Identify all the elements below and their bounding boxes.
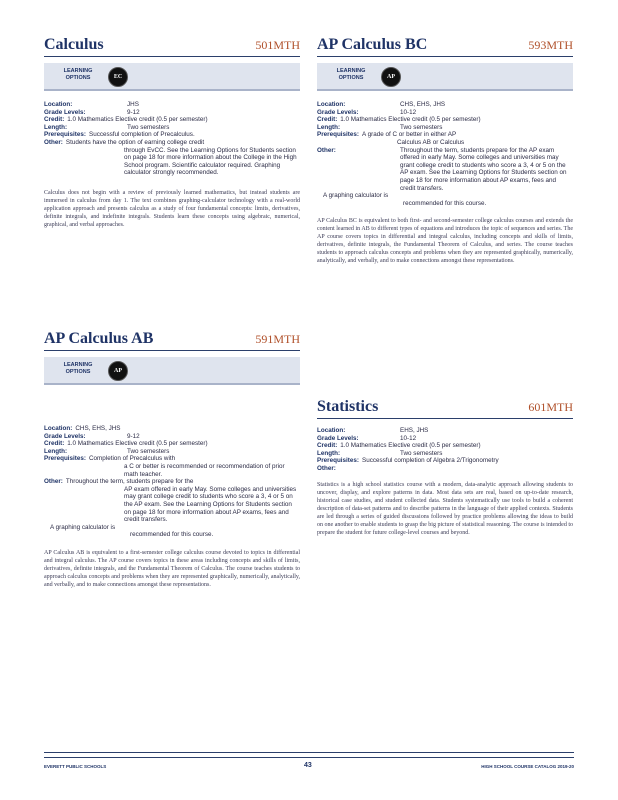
college-credit-icon: EC [108, 67, 128, 87]
course-info [44, 101, 300, 177]
other-value-2: through EvCC. See the Learning Options for Students section on page 18 for more information about the College in the High School program. Scientific calculator required. Graphing calculator strongly recommended. [124, 146, 297, 177]
credit-value: 1.0 Mathematics Elective credit (0.5 per semester) [67, 440, 208, 448]
course-code: 593MTH [528, 38, 573, 52]
location-label: Location: [44, 101, 73, 108]
graphing-calculator-text: A graphing calculator is [323, 192, 389, 200]
learning-options-label: LEARNING OPTIONS [63, 68, 93, 81]
grade-label: Grade Levels: [44, 108, 86, 116]
learning-options-label: LEARNING OPTIONS [336, 68, 366, 81]
other-label: Other: [317, 464, 336, 472]
other-value-1: Students have the option of earning college credit [65, 138, 205, 146]
recommended-text: recommended for this course. [403, 199, 487, 207]
credit-label: Credit: [317, 442, 338, 450]
grade-label: Grade Levels: [317, 434, 359, 442]
graphing-calculator-note [44, 524, 300, 539]
course-title: Statistics [317, 398, 379, 415]
credit-value: 1.0 Mathematics Elective credit (0.5 per semester) [340, 116, 481, 124]
grade-value: 9-12 [127, 432, 140, 440]
course-title: Calculus [44, 36, 104, 53]
other-label: Other: [44, 478, 63, 486]
course-header [317, 396, 573, 419]
location-label: Location: [317, 101, 346, 108]
ap-icon: AP [108, 361, 128, 381]
course-calculus [44, 34, 300, 229]
course-ap-calculus-ab [44, 328, 300, 589]
learning-options-box [44, 63, 300, 91]
course-info [317, 101, 573, 207]
other-value: Throughout the term, students prepare for the AP exam offered in early May. Some colleges and universities may grant college credit to students who score a 3, 4 or 5 on the AP exam. See the Learning Options for Students section on page 18 for more information about AP exams, fees and credit transfers. [400, 146, 567, 192]
course-info [44, 425, 300, 539]
recommended-text: recommended for this course. [130, 531, 214, 539]
footer-catalog: HIGH SCHOOL COURSE CATALOG 2019-20 [481, 764, 574, 769]
prereq-value-2: a C or better is recommended or recommendation of prior math teacher. [124, 462, 285, 478]
graphing-calculator-text: A graphing calculator is [50, 523, 116, 531]
grade-value: 10-12 [400, 108, 417, 116]
length-label: Length: [44, 447, 68, 455]
ap-icon: AP [381, 67, 401, 87]
prereq-value: Successful completion of Precalculus. [89, 131, 195, 139]
credit-label: Credit: [44, 116, 65, 124]
footer-district: EVERETT PUBLIC SCHOOLS [44, 764, 107, 769]
length-label: Length: [317, 123, 341, 131]
course-info [317, 427, 573, 473]
course-ap-calculus-bc [317, 34, 573, 265]
grade-value: 9-12 [127, 108, 140, 116]
credit-label: Credit: [44, 440, 65, 448]
course-header [317, 34, 573, 57]
prereq-label: Prerequisites: [317, 131, 359, 139]
course-description: AP Calculus AB is equivalent to a first-semester college calculus course devoted to topics in differential and integral calculus. The AP course covers topics in these areas including concepts and skills of limits, derivatives, definite integrals, and the Fundamental Theorem of Calculus. The course teaches students to approach calculus concepts and problems when they are represented graphically, numerically, analytically, and verbally, and to make connections amongst these representations. [44, 549, 300, 588]
location-value: CHS, EHS, JHS [400, 101, 446, 108]
other-value-2: AP exam offered in early May. Some colleges and universities may grant college credit to students who score a 3, 4 or 5 on the AP exam. See the Learning Options for Students section on page 18 for more information about AP exams, fees and credit transfers. [124, 485, 297, 524]
length-value: Two semesters [400, 449, 443, 457]
prereq-label: Prerequisites: [317, 457, 359, 465]
location-value: JHS [127, 101, 139, 108]
course-code: 501MTH [255, 38, 300, 52]
location-label: Location: [317, 427, 346, 434]
grade-label: Grade Levels: [317, 108, 359, 116]
length-value: Two semesters [127, 447, 170, 455]
course-statistics [317, 396, 573, 537]
prereq-label: Prerequisites: [44, 131, 86, 139]
graphing-calculator-note [317, 192, 573, 207]
prereq-label: Prerequisites: [44, 455, 86, 463]
other-value-1: Throughout the term, students prepare for the [65, 478, 194, 486]
prereq-value-1: Completion of Precalculus with [89, 455, 176, 463]
course-code: 601MTH [528, 400, 573, 414]
prereq-value-1: A grade of C or better in either AP [362, 131, 457, 139]
course-description: AP Calculus BC is equivalent to both first- and second-semester college calculus courses and extends the content learned in AB to different types of equations and introduces the topic of sequences and series. The AP course covers topics in differential and integral calculus, including concepts and skills of limits, derivatives, definite integrals, the Fundamental Theorem of Calculus, and series. The course teaches students to approach calculus concepts and problems when they are represented graphically, numerically, analytically, and verbally, and to make connections amongst these representations. [317, 218, 573, 265]
location-value: EHS, JHS [400, 427, 429, 434]
grade-value: 10-12 [400, 434, 417, 442]
length-label: Length: [317, 449, 341, 457]
learning-options-box [317, 63, 573, 91]
grade-label: Grade Levels: [44, 432, 86, 440]
other-label: Other: [44, 138, 63, 146]
prereq-value-2: Calculus AB or Calculus [397, 138, 465, 146]
learning-options-label: LEARNING OPTIONS [63, 362, 93, 375]
location-value: CHS, EHS, JHS [75, 425, 121, 432]
course-code: 591MTH [255, 332, 300, 346]
course-title: AP Calculus AB [44, 330, 154, 347]
learning-options-box [44, 357, 300, 385]
credit-value: 1.0 Mathematics Elective credit (0.5 per semester) [67, 116, 208, 124]
credit-value: 1.0 Mathematics Elective credit (0.5 per semester) [340, 442, 481, 450]
length-value: Two semesters [400, 123, 443, 131]
length-value: Two semesters [127, 123, 170, 131]
location-label: Location: [44, 425, 73, 432]
course-description: Statistics is a high school statistics course with a modern, data-analytic approach allowing students to uncover, display, and explore patterns in data. Most data sets are real, based on up-to-date research, historical case studies, and student collected data. Students systematically use tools to build a coherent description of data-set patterns and to describe patterns in the language of their applied contexts. Students are led through a series of guided discussions followed by practice problems allowing the ideas to build on one another to enable students to grasp the big picture of statistical reasoning. The course is intended to prepare the student for future college-level courses and beyond. [317, 481, 573, 536]
course-description: Calculus does not begin with a review of previously learned mathematics, but instead students are immersed in calculus from day 1. The text combines graphing-calculator technology with a real-world application approach and presents calculus as a study of four fundamental concepts: limits, derivatives, definite integrals, and indefinite integrals. Students learn these concepts using algebraic, numerical, graphical, and verbal approaches. [44, 189, 300, 228]
course-header [44, 34, 300, 57]
prereq-value: Successful completion of Algebra 2/Trigonometry [362, 457, 499, 465]
other-label: Other: [317, 146, 336, 154]
course-title: AP Calculus BC [317, 36, 428, 53]
course-header [44, 328, 300, 351]
footer-divider [44, 752, 574, 758]
length-label: Length: [44, 123, 68, 131]
credit-label: Credit: [317, 116, 338, 124]
page-number: 43 [304, 762, 312, 769]
